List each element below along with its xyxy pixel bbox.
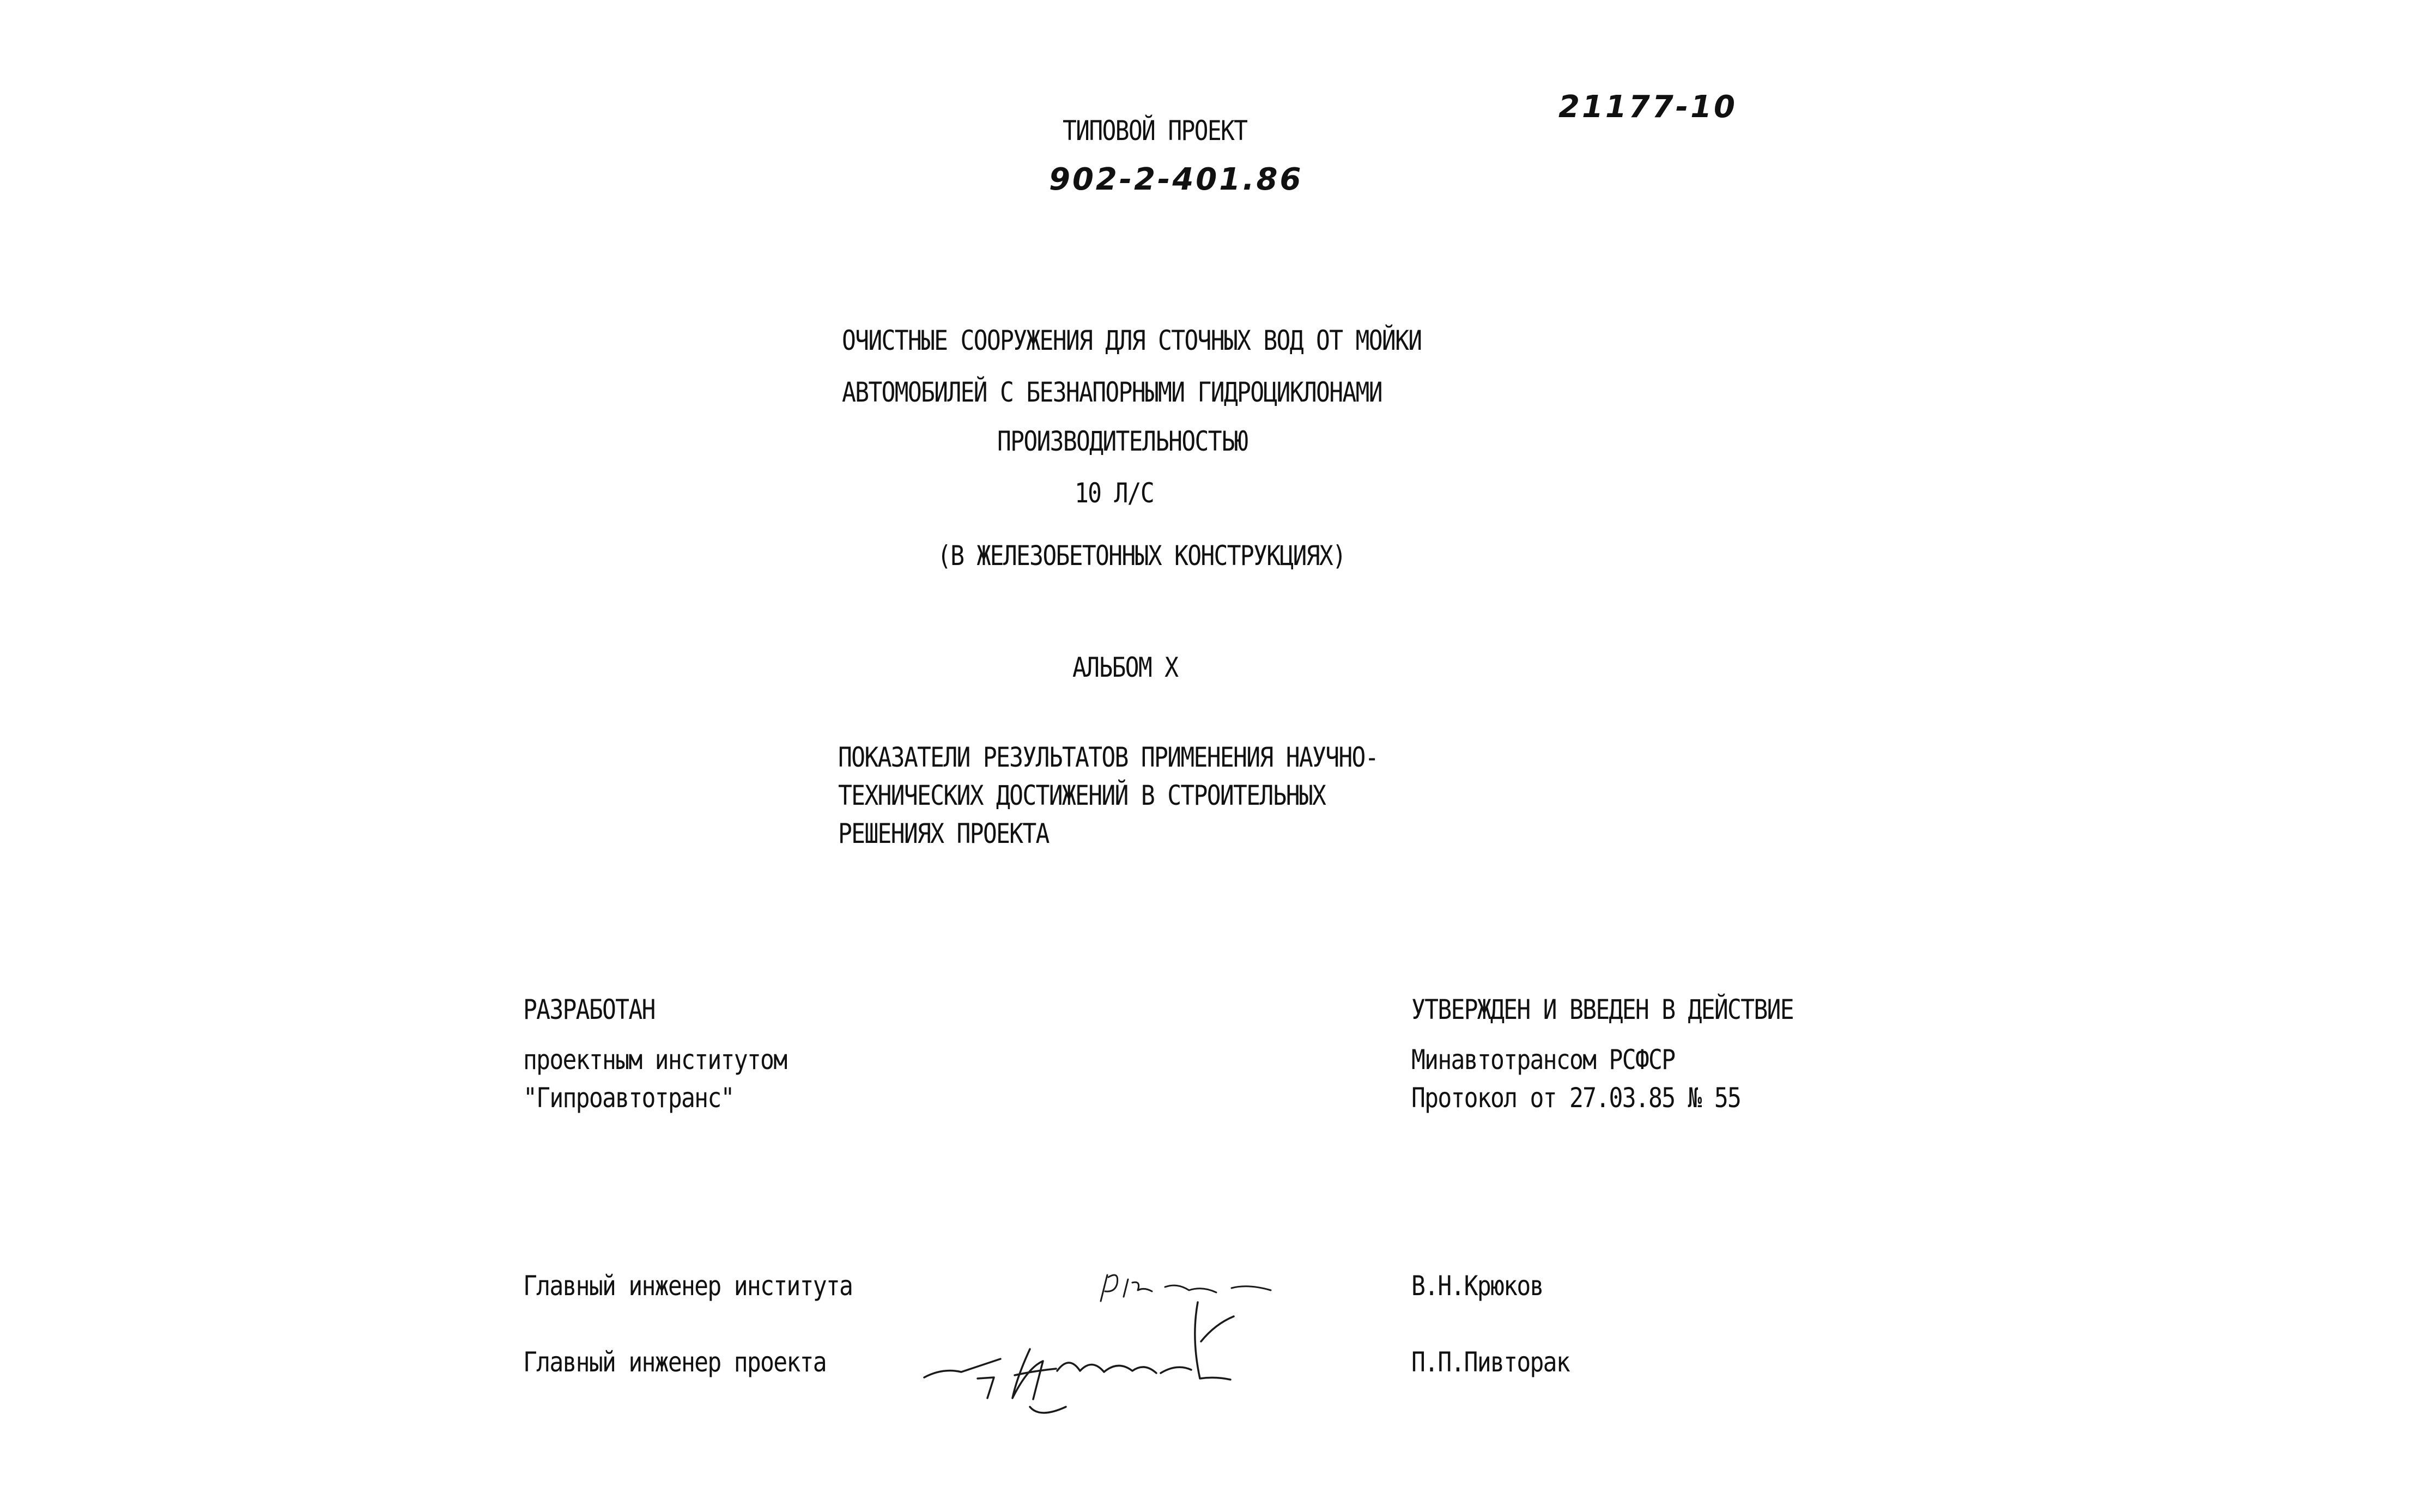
description-line-1: ПОКАЗАТЕЛИ РЕЗУЛЬТАТОВ ПРИМЕНЕНИЯ НАУЧНО- (838, 742, 1378, 773)
title-line-1: ОЧИСТНЫЕ СООРУЖЕНИЯ ДЛЯ СТОЧНЫХ ВОД ОТ МОЙКИ (842, 325, 1422, 356)
developed-heading: РАЗРАБОТАН (523, 994, 655, 1025)
archive-number: 21177-10 (1558, 89, 1737, 125)
title-line-4: 10 Л/С (1075, 477, 1154, 509)
approved-line-1: Минавтотрансом РСФСР (1411, 1044, 1675, 1076)
signatory-role-1: Главный инженер института (523, 1270, 853, 1302)
signature-chief-engineer-project (921, 1286, 1291, 1438)
title-line-3: ПРОИЗВОДИТЕЛЬНОСТЬЮ (997, 426, 1248, 457)
signatory-name-1: В.Н.Крюков (1411, 1270, 1543, 1302)
approved-heading: УТВЕРЖДЕН И ВВЕДЕН В ДЕЙСТВИЕ (1411, 994, 1793, 1025)
description-line-2: ТЕХНИЧЕСКИХ ДОСТИЖЕНИЙ В СТРОИТЕЛЬНЫХ (838, 780, 1326, 811)
developed-line-1: проектным институтом (523, 1044, 787, 1076)
title-line-2: АВТОМОБИЛЕЙ С БЕЗНАПОРНЫМИ ГИДРОЦИКЛОНАМИ (842, 377, 1382, 408)
developed-line-2: "Гипроавтотранс" (523, 1082, 734, 1114)
description-line-3: РЕШЕНИЯХ ПРОЕКТА (838, 818, 1049, 849)
title-subtitle: (В ЖЕЛЕЗОБЕТОННЫХ КОНСТРУКЦИЯХ) (937, 540, 1346, 572)
signatory-role-2: Главный инженер проекта (523, 1346, 826, 1378)
project-number: 902-2-401.86 (1049, 162, 1303, 197)
doc-type-heading: ТИПОВОЙ ПРОЕКТ (1063, 115, 1247, 147)
album-label: АЛЬБОМ X (1072, 652, 1178, 683)
signatory-name-2: П.П.Пивторак (1411, 1346, 1570, 1378)
approved-line-2: Протокол от 27.03.85 № 55 (1411, 1082, 1741, 1114)
